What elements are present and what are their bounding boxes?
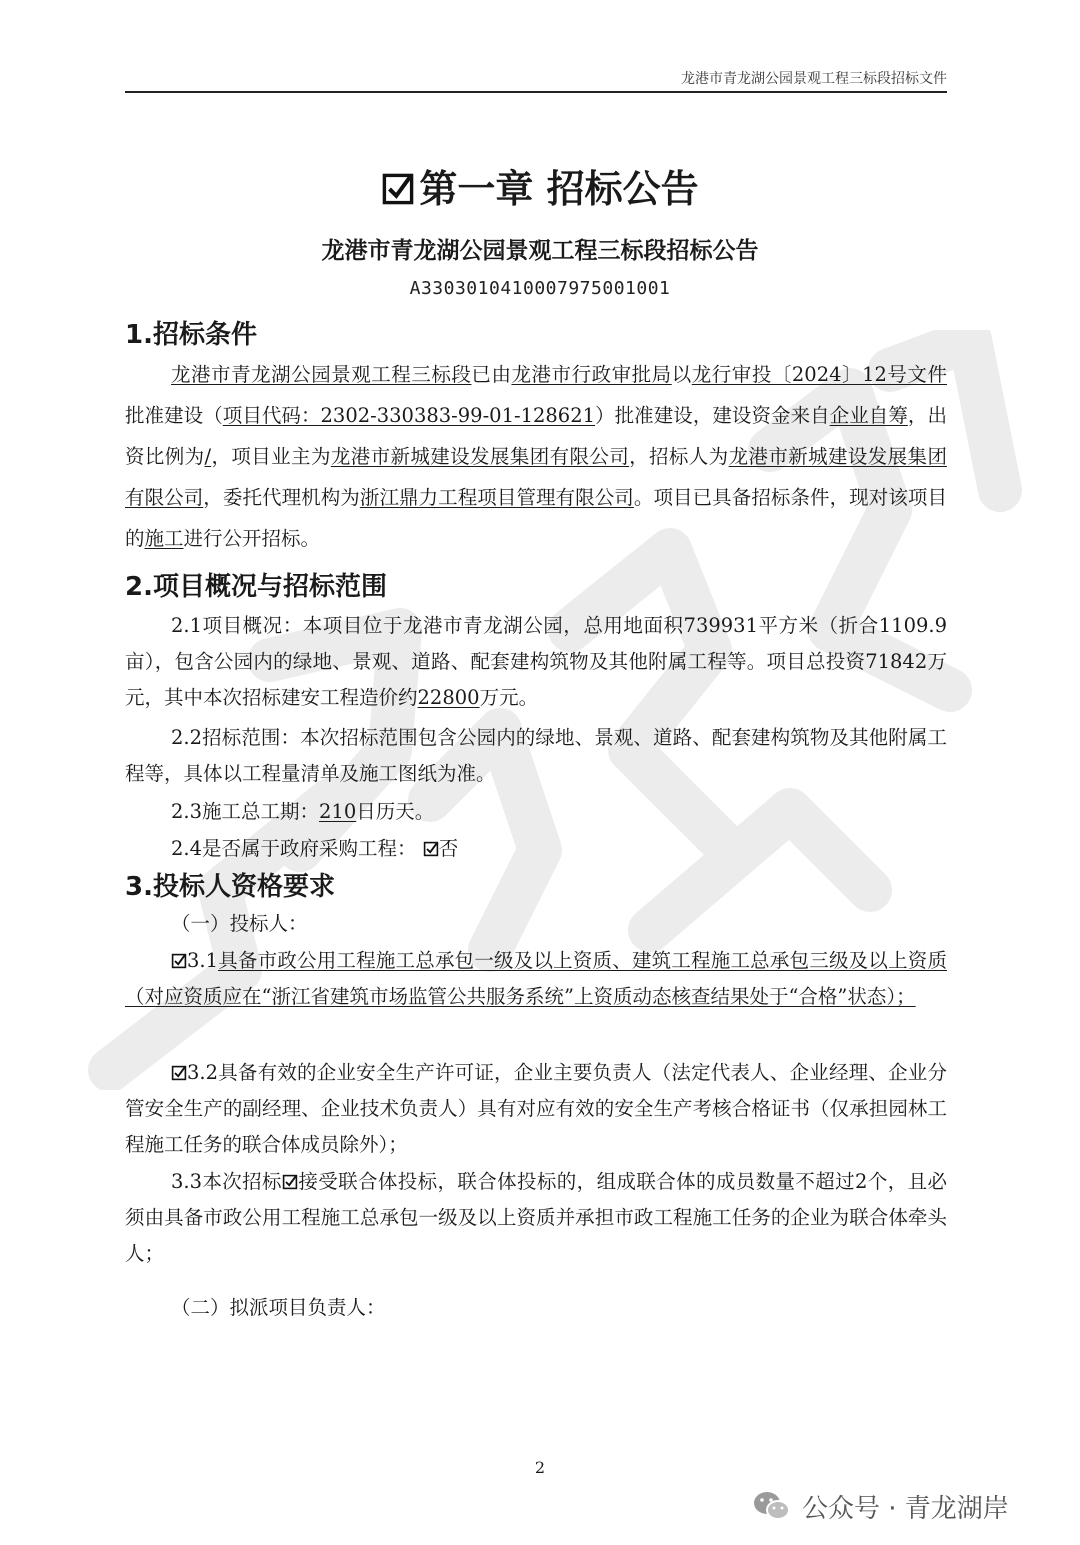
section-1-paragraph (125, 354, 947, 559)
project-leader-subheading (125, 1290, 947, 1326)
wechat-icon (752, 1489, 792, 1523)
checked-box-icon (381, 172, 415, 206)
section-1-heading: 1.招标条件 (125, 320, 257, 350)
approval-authority: 龙港市行政审批局 (511, 363, 672, 386)
text: 2.2招标范围：本次招标范围包含公园内的绿地、景观、道路、配套建构筑物及其他附属工程等，具体以工程量清单及施工图纸为准。 (125, 726, 947, 785)
text: 2.3施工总工期： (171, 800, 320, 823)
tenderer: 龙港市新城建设发展集团有限公司 (125, 445, 947, 509)
text: ，招标人为 (629, 445, 729, 468)
section-2-heading: 2.项目概况与招标范围 (125, 572, 387, 602)
tender-type: 施工 (144, 527, 184, 550)
agency: 浙江鼎力工程项目管理有限公司 (359, 486, 634, 509)
overview-paragraph (125, 608, 947, 716)
text: ）批准建设，建设资金来自 (595, 404, 830, 427)
checked-box-icon (282, 1174, 298, 1190)
project-name: 龙港市青龙湖公园景观工程三标段 (171, 363, 472, 386)
bidder-subheading (125, 906, 947, 942)
gov-procurement-line (125, 831, 947, 867)
text: 否 (438, 837, 459, 860)
text: 以 (671, 363, 692, 386)
text: 3.2具备有效的企业安全生产许可证，企业主要负责人（法定代表人、企业经理、企业分管安全生产的副经理、企业技术负责人）具有对应有效的安全生产考核合格证书（仅承担园林工程施工任务的联合体成员除外）； (125, 1061, 947, 1156)
project-owner: 龙港市新城建设发展集团有限公司 (330, 445, 630, 468)
checked-box-icon (171, 1065, 187, 1081)
project-code: A3303010410007975001001 (409, 278, 671, 299)
text: 2.1项目概况：本项目位于龙港市青龙湖公园，总用地面积739931平方米（折合1109.9亩），包含公园内的绿地、景观、道路、配套建构筑物及其他附属工程等。项目总投资71842万元，其中本次招标建安工程造价约 (125, 614, 947, 709)
page-header (125, 66, 947, 93)
text: 万元。 (479, 686, 539, 709)
header-title: 龙港市青龙湖公园景观工程三标段招标文件 (681, 71, 947, 87)
section-3-heading: 3.投标人资格要求 (125, 872, 335, 902)
duration-line (125, 794, 947, 830)
funding-source: 企业自筹 (829, 404, 908, 427)
text: 3.1 (187, 949, 219, 972)
qualification-text: 具备市政公用工程施工总承包一级及以上资质、建筑工程施工总承包三级及以上资质（对应资质应在“浙江省建筑市场监管公共服务系统”上资质动态核查结果处于“合格”状态）； (125, 949, 947, 1008)
scope-paragraph (125, 720, 947, 792)
text: 接受联合体投标，联合体投标的，组成联合体的成员数量不超过2个，且必须由具备市政公用工程施工总承包一级及以上资质并承担市政工程施工任务的企业为联合体牵头人； (125, 1170, 947, 1265)
text: 已由 (471, 363, 512, 386)
text: 批准建设（ (125, 404, 223, 427)
wechat-source-label (752, 1488, 1009, 1524)
contract-price: 22800 (417, 686, 480, 709)
checked-box-icon (423, 841, 439, 857)
text: 进行公开招标。 (183, 527, 321, 550)
qualification-3-3 (125, 1164, 947, 1272)
page-number: 2 (534, 1458, 546, 1477)
text: 2.4是否属于政府采购工程： (171, 837, 417, 860)
approval-document: 龙行审投〔2024〕12号文件 (691, 363, 947, 386)
funding-ratio: / (204, 445, 212, 468)
qualification-3-1 (125, 943, 947, 1015)
chapter-title-text: 第一章 招标公告 (419, 167, 699, 211)
qualification-3-2 (125, 1055, 947, 1163)
text: 3.3本次招标 (171, 1170, 282, 1193)
text: ，委托代理机构为 (203, 486, 360, 509)
checked-box-icon (171, 953, 187, 969)
text: ，项目业主为 (211, 445, 331, 468)
text: ，出资比例为 (125, 404, 947, 468)
text: 。项目已具备招标条件，现对该项目的 (125, 486, 947, 550)
text: （一）投标人： (171, 912, 308, 935)
wechat-label-text: 公众号 · 青龙湖岸 (802, 1493, 1009, 1524)
chapter-title (0, 158, 1080, 213)
duration-days: 210 (319, 800, 357, 823)
text: （二）拟派项目负责人： (171, 1296, 386, 1319)
text: 日历天。 (356, 800, 435, 823)
project-code-ref: 项目代码：2302-330383-99-01-128621 (222, 404, 596, 427)
notice-title: 龙港市青龙湖公园景观工程三标段招标公告 (321, 238, 759, 264)
